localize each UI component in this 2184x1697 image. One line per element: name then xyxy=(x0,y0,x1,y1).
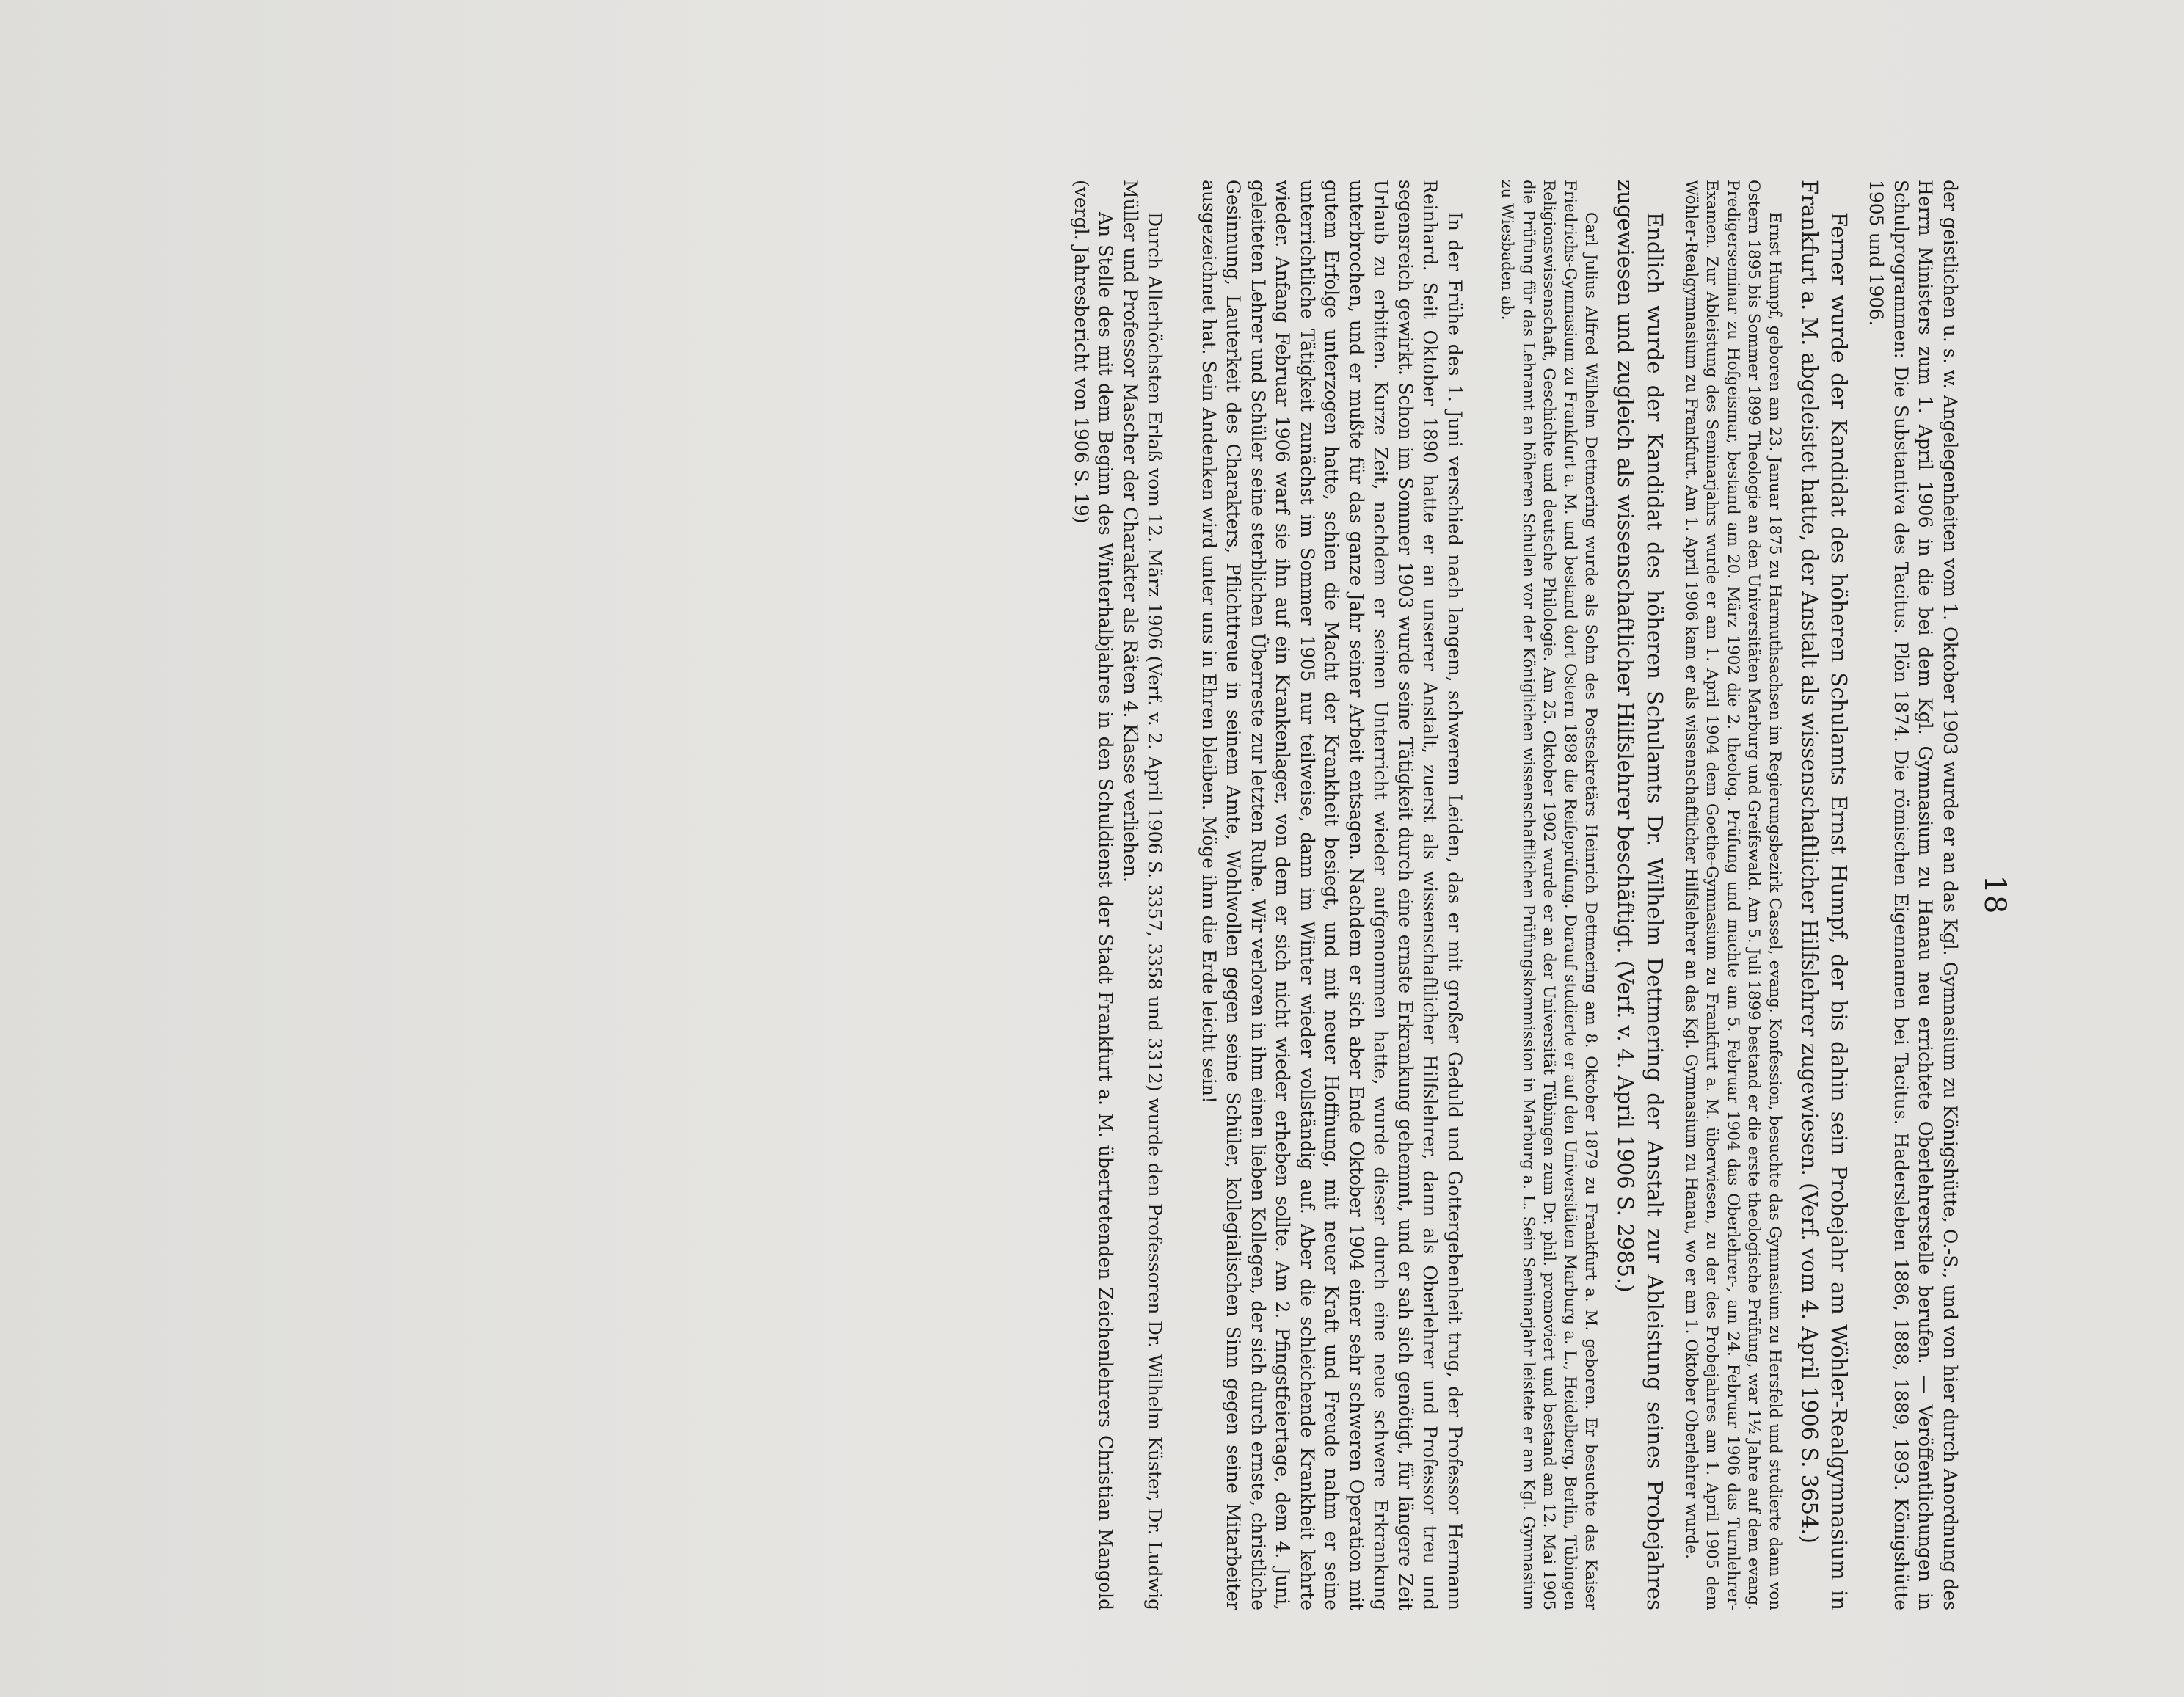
paragraph-professor-titles: Durch Allerhöchsten Erlaß vom 12. März 1906 (Verf. v. 2. April 1906 S. 3357, 3358 und 3312) wurde den Professoren Dr. Wilhelm Küster, Dr. Ludwig Müller und Professor Mascher der Charakter als Räten 4. Klasse verliehen. xyxy=(1120,180,1166,1610)
paragraph-humpf-biography: Ernst Humpf, geboren am 23. Januar 1875 zu Harmuthsachsen im Regierungsbezirk Cassel, evang. Konfession, besuchte das Gymnasium zu Hersfeld und studierte dann von Ostern 1895 bis Sommer 1899 Theologie an den Universitäten Marburg und Greifswald. Am 5. Juli 1899 bestand er die erste theologische Prüfung, war 1½ Jahre auf dem evang. Predigerseminar zu Hofgeismar, bestand am 20. März 1902 die 2. theolog. Prüfung und machte am 5. Februar 1904 das Oberlehrer-, am 24. Februar 1906 das Turnlehrer-Examen. Zur Ableistung des Seminarjahrs wurde er am 1. April 1904 dem Goethe-Gymnasium zu Frankfurt a. M. überwiesen, zu der des Probejahres am 1. April 1905 dem Wöhler-Realgymnasium zu Frankfurt. Am 1. April 1906 kam er als wissenschaftlicher Hilfslehrer an das Kgl. Gymnasium zu Hanau, wo er am 1. Oktober Oberlehrer wurde. xyxy=(1682,180,1784,1610)
page-text-block xyxy=(161,180,2011,1610)
paragraph-dettmering-biography: Carl Julius Alfred Wilhelm Dettmering wurde als Sohn des Postsekretärs Heinrich Dettmering am 8. Oktober 1879 zu Frankfurt a. M. geboren. Er besuchte das Kaiser Friedrichs-Gymnasium zu Frankfurt a. M. und bestand dort Ostern 1898 die Reifeprüfung. Darauf studierte er auf den Universitäten Marburg a. L., Heidelberg, Berlin, Tübingen Religionswissenschaft, Geschichte und deutsche Philologie. Am 25. Oktober 1902 wurde er an der Universität Tübingen zum Dr. phil. promoviert und bestand am 12. Mai 1905 die Prüfung für das Lehramt an höheren Schulen vor der Königlichen wissenschaftlichen Prüfungskommission in Marburg a. L. Sein Seminarjahr leistete er am Kgl. Gymnasium zu Wiesbaden ab. xyxy=(1498,180,1601,1610)
page-number: 18 xyxy=(1978,875,2012,916)
paragraph-humpf-appointment: Ferner wurde der Kandidat des höheren Schulamts Ernst Humpf, der bis dahin sein Probejahr am Wöhler-Realgymnasium in Frankfurt a. M. abgeleistet hatte, der Anstalt als wissenschaftlicher Hilfslehrer zugewiesen. (Verf. vom 4. April 1906 S. 3654.) xyxy=(1797,180,1852,1610)
paragraph-mangold-replacement: An Stelle des mit dem Beginn des Winterhalbjahres in den Schuldienst der Stadt Frankfurt a. M. übertretenden Zeichenlehrers Christian Mangold (vergl. Jahresbericht von 1906 S. 19) xyxy=(1071,180,1117,1610)
paragraph-reinhard-obituary: In der Frühe des 1. Juni verschied nach langem, schwerem Leiden, das er mit großer Geduld und Gottergebenheit trug, der Professor Hermann Reinhard. Seit Oktober 1890 hatte er an unserer Anstalt, zuerst als wissenschaftlicher Hilfslehrer, dann als Oberlehrer und Professor treu und segensreich gewirkt. Schon im Sommer 1903 wurde seine Tätigkeit durch eine ernste Erkrankung gehemmt, und er sah sich genötigt, für längere Zeit Urlaub zu erbitten. Kurze Zeit, nachdem er seinen Unterricht wieder aufgenommen hatte, wurde dieser durch eine neue schwere Erkrankung unterbrochen, und er mußte für das ganze Jahr seiner Arbeit entsagen. Nachdem er sich aber Ende Oktober 1904 einer sehr schweren Operation mit gutem Erfolge unterzogen hatte, schien die Macht der Krankheit besiegt, und mit neuer Hoffnung, mit neuer Kraft und Freude nahm er seine unterrichtliche Tätigkeit zunächst im Sommer 1905 nur teilweise, dann im Winter wieder vollständig auf. Aber die schleichende Krankheit kehrte wieder. Anfang Februar 1906 warf sie ihn auf ein Krankenlager, von dem er sich nicht wieder erheben sollte. Am 2. Pfingstfeiertage, dem 4. Juni, geleiteten Lehrer und Schüler seine sterblichen Überreste zur letzten Ruhe. Wir verloren in ihm einen lieben Kollegen, der sich durch ernste, christliche Gesinnung, Lauterkeit des Charakters, Pflichttreue in seinem Amte, Wohlwollen gegen seine Schüler, kollegialischen Sinn gegen seine Mitarbeiter ausgezeichnet hat. Sein Andenken wird unter uns in Ehren bleiben. Möge ihm die Erde leicht sein! xyxy=(1198,180,1466,1610)
paragraph-dettmering-appointment: Endlich wurde der Kandidat des höheren Schulamts Dr. Wilhelm Dettmering der Anstalt zur Ableistung seines Probejahres zugewiesen und zugleich als wissenschaftlicher Hilfslehrer beschäftigt. (Verf. v. 4. April 1906 S. 2985.) xyxy=(1613,180,1668,1610)
paragraph-koenigshuette: der geistlichen u. s. w. Angelegenheiten vom 1. Oktober 1903 wurde er an das Kgl. Gymnasium zu Königshütte, O.-S., und von hier durch Anordnung des Herrn Ministers zum 1. April 1906 in die bei dem Kgl. Gymnasium zu Hanau neu errichtete Oberlehrerstelle berufen. — Veröffentlichungen in Schulprogrammen: Die Substantiva des Tacitus. Plön 1874. Die römischen Eigennamen bei Tacitus. Hadersleben 1886, 1888, 1889, 1893. Königshütte 1905 und 1906. xyxy=(1866,180,1961,1610)
